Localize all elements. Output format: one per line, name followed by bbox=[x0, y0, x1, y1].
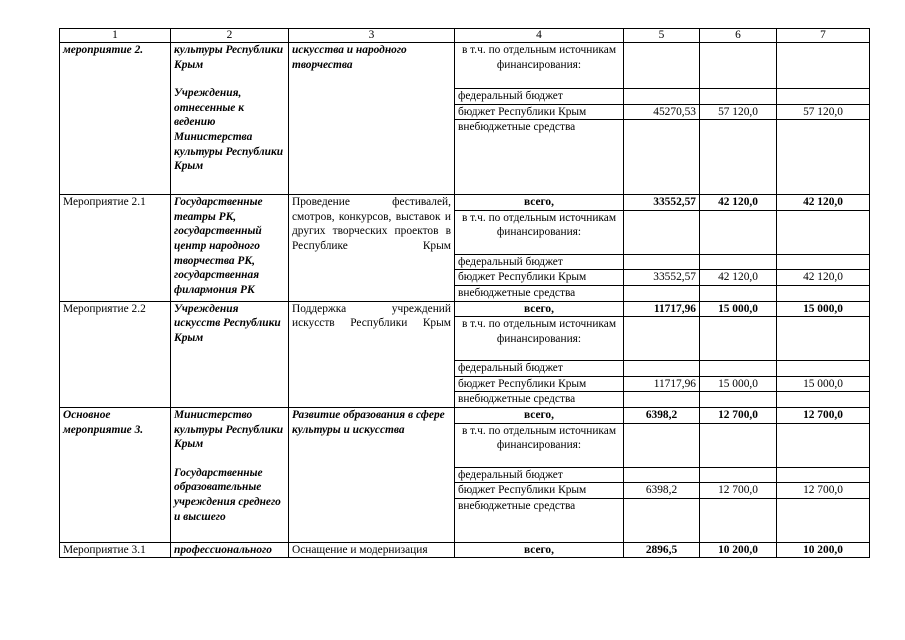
column-number: 3 bbox=[289, 29, 455, 43]
table-row bbox=[60, 195, 870, 211]
funding-source: внебюджетные средства bbox=[455, 120, 624, 195]
value-cell bbox=[624, 498, 700, 542]
value-cell bbox=[624, 317, 700, 361]
table-row bbox=[60, 301, 870, 317]
value-cell bbox=[624, 423, 700, 467]
funding-source: федеральный бюджет bbox=[455, 254, 624, 270]
funding-source: бюджет Республики Крым bbox=[455, 270, 624, 286]
value-cell: 12 700,0 bbox=[700, 483, 777, 499]
value-cell bbox=[777, 285, 870, 301]
column-number: 4 bbox=[455, 29, 624, 43]
value-cell bbox=[624, 392, 700, 408]
column-number: 1 bbox=[60, 29, 171, 43]
value-cell bbox=[700, 254, 777, 270]
value-cell: 10 200,0 bbox=[700, 542, 777, 558]
column-number: 5 bbox=[624, 29, 700, 43]
table-row bbox=[60, 407, 870, 423]
activity-description: Проведение фестивалей, смотров, конкурсов, выставок и других творческих проектов в Республике Крым bbox=[289, 195, 455, 301]
value-cell: 15 000,0 bbox=[700, 376, 777, 392]
table-row bbox=[60, 43, 870, 89]
value-cell bbox=[624, 43, 700, 89]
value-cell bbox=[777, 254, 870, 270]
value-cell: 57 120,0 bbox=[777, 104, 870, 120]
activity-name: Мероприятие 2.2 bbox=[60, 301, 171, 407]
funding-total-label: всего, bbox=[455, 407, 624, 423]
value-cell bbox=[624, 120, 700, 195]
value-cell bbox=[777, 210, 870, 254]
funding-source: в т.ч. по отдельным источникам финансирования: bbox=[455, 43, 624, 89]
funding-total-label: всего, bbox=[455, 195, 624, 211]
value-cell: 11717,96 bbox=[624, 301, 700, 317]
funding-source: в т.ч. по отдельным источникам финансирования: bbox=[455, 423, 624, 467]
value-cell: 11717,96 bbox=[624, 376, 700, 392]
value-cell bbox=[700, 285, 777, 301]
value-cell bbox=[777, 392, 870, 408]
funding-total-label: всего, bbox=[455, 301, 624, 317]
funding-source: бюджет Республики Крым bbox=[455, 483, 624, 499]
value-cell bbox=[777, 120, 870, 195]
value-cell: 15 000,0 bbox=[777, 301, 870, 317]
value-cell: 6398,2 bbox=[624, 483, 700, 499]
activity-name: Мероприятие 3.1 bbox=[60, 542, 171, 558]
funding-source: федеральный бюджет bbox=[455, 89, 624, 105]
executor: Учреждения искусств Республики Крым bbox=[171, 301, 289, 407]
table-row bbox=[60, 542, 870, 558]
funding-source: в т.ч. по отдельным источникам финансирования: bbox=[455, 210, 624, 254]
activity-name: мероприятие 2. bbox=[60, 43, 171, 195]
value-cell: 33552,57 bbox=[624, 270, 700, 286]
funding-source: внебюджетные средства bbox=[455, 392, 624, 408]
funding-source: внебюджетные средства bbox=[455, 285, 624, 301]
column-number: 6 bbox=[700, 29, 777, 43]
value-cell: 45270,53 bbox=[624, 104, 700, 120]
value-cell bbox=[777, 317, 870, 361]
value-cell: 12 700,0 bbox=[777, 483, 870, 499]
value-cell: 15 000,0 bbox=[777, 376, 870, 392]
value-cell bbox=[624, 361, 700, 377]
executor bbox=[171, 407, 289, 542]
value-cell bbox=[624, 89, 700, 105]
column-number-row bbox=[60, 29, 870, 43]
value-cell bbox=[700, 210, 777, 254]
column-number: 7 bbox=[777, 29, 870, 43]
executor-text: Министерство культуры Республики Крым bbox=[174, 408, 284, 451]
value-cell: 12 700,0 bbox=[777, 407, 870, 423]
value-cell bbox=[624, 254, 700, 270]
value-cell bbox=[777, 89, 870, 105]
funding-source: бюджет Республики Крым bbox=[455, 104, 624, 120]
value-cell: 10 200,0 bbox=[777, 542, 870, 558]
value-cell bbox=[624, 285, 700, 301]
value-cell: 15 000,0 bbox=[700, 301, 777, 317]
value-cell bbox=[700, 361, 777, 377]
value-cell bbox=[700, 498, 777, 542]
value-cell bbox=[700, 120, 777, 195]
executor bbox=[171, 43, 289, 195]
funding-total-label: всего, bbox=[455, 542, 624, 558]
activity-name: Мероприятие 2.1 bbox=[60, 195, 171, 301]
value-cell: 57 120,0 bbox=[700, 104, 777, 120]
funding-source: в т.ч. по отдельным источникам финансирования: bbox=[455, 317, 624, 361]
value-cell bbox=[624, 210, 700, 254]
executor-text: Учреждения, отнесенные к ведению Министерства культуры Республики Крым bbox=[174, 87, 284, 173]
activity-description: Развитие образования в сфере культуры и искусства bbox=[289, 407, 455, 542]
value-cell: 42 120,0 bbox=[700, 270, 777, 286]
program-funding-table bbox=[59, 28, 870, 558]
executor-text: культуры Республики Крым bbox=[174, 44, 284, 71]
activity-description: Поддержка учреждений искусств Республики Крым bbox=[289, 301, 455, 407]
value-cell: 12 700,0 bbox=[700, 407, 777, 423]
page-footer-mark bbox=[738, 624, 760, 634]
executor: Государственные театры РК, государственный центр народного творчества РК, государственная филармония РК bbox=[171, 195, 289, 301]
activity-name: Основное мероприятие 3. bbox=[60, 407, 171, 542]
value-cell bbox=[624, 467, 700, 483]
executor-text: Государственные образовательные учреждения среднего и высшего bbox=[174, 466, 281, 523]
funding-source: федеральный бюджет bbox=[455, 361, 624, 377]
value-cell bbox=[777, 423, 870, 467]
column-number: 2 bbox=[171, 29, 289, 43]
value-cell bbox=[777, 498, 870, 542]
value-cell bbox=[700, 43, 777, 89]
value-cell: 42 120,0 bbox=[777, 270, 870, 286]
value-cell bbox=[777, 43, 870, 89]
value-cell bbox=[700, 423, 777, 467]
funding-source: федеральный бюджет bbox=[455, 467, 624, 483]
executor: профессионального bbox=[171, 542, 289, 558]
value-cell: 2896,5 bbox=[624, 542, 700, 558]
activity-description: искусства и народного творчества bbox=[289, 43, 455, 195]
value-cell bbox=[777, 361, 870, 377]
value-cell: 33552,57 bbox=[624, 195, 700, 211]
funding-source: внебюджетные средства bbox=[455, 498, 624, 542]
value-cell bbox=[700, 467, 777, 483]
activity-description: Оснащение и модернизация bbox=[289, 542, 455, 558]
value-cell bbox=[700, 89, 777, 105]
value-cell bbox=[700, 392, 777, 408]
funding-source: бюджет Республики Крым bbox=[455, 376, 624, 392]
value-cell: 6398,2 bbox=[624, 407, 700, 423]
value-cell: 42 120,0 bbox=[777, 195, 870, 211]
value-cell bbox=[777, 467, 870, 483]
value-cell bbox=[700, 317, 777, 361]
value-cell: 42 120,0 bbox=[700, 195, 777, 211]
